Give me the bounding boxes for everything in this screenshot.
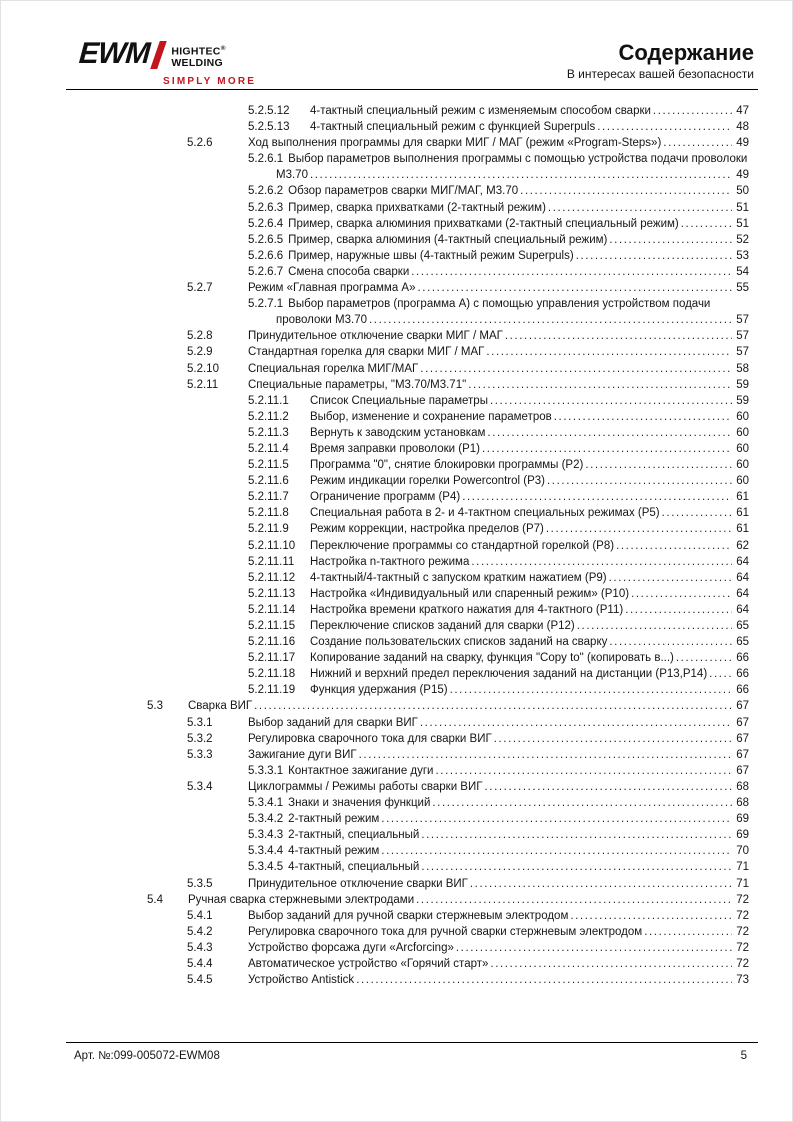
toc-title: Настройка n-тактного режима (310, 555, 470, 568)
toc-entry (68, 137, 749, 153)
logo-tagline: SIMPLY MORE (163, 76, 257, 87)
toc-page-number: 66 (736, 684, 749, 697)
toc-title: Устройство форсажа дуги «Arcforcing» (248, 941, 454, 954)
toc-title: Пример, сварка прихватками (2-тактный режим) (288, 201, 546, 214)
toc-title: Создание пользовательских списков заданий на сварку (310, 636, 608, 649)
toc-number: 5.3.3 (187, 748, 213, 761)
toc-page-number: 69 (736, 829, 749, 842)
toc-entry (68, 974, 749, 990)
toc-entry (68, 282, 749, 298)
toc-page-number: 60 (736, 459, 749, 472)
toc-entry (68, 717, 749, 733)
toc-number: 5.2.8 (187, 330, 213, 343)
toc-entry (68, 475, 749, 491)
toc-leader (462, 491, 732, 503)
toc-title: Настройка времени краткого нажатия для 4-тактного (P11) (310, 603, 624, 616)
toc-entry (68, 443, 749, 459)
toc-title: Выбор параметров выполнения программы с помощью устройства подачи проволоки (288, 153, 748, 166)
toc-entry (68, 250, 749, 266)
toc-entry (68, 363, 749, 379)
toc-leader (418, 282, 733, 294)
toc-number: 5.2.6.7 (248, 265, 284, 278)
toc-leader (421, 829, 732, 841)
toc-title: Автоматическое устройство «Горячий старт» (248, 957, 489, 970)
toc-title: Контактное зажигание дуги (288, 764, 434, 777)
toc-page-number: 64 (736, 555, 749, 568)
toc-entry (68, 861, 749, 877)
toc-number: 5.2.5.13 (248, 121, 290, 134)
toc-leader (609, 234, 732, 246)
toc-number: 5.4.2 (187, 925, 213, 938)
toc-entry (68, 121, 749, 137)
toc-number: 5.4.4 (187, 957, 213, 970)
header-logo (77, 37, 257, 87)
toc-entry (68, 556, 749, 572)
toc-number: 5.2.11.10 (248, 539, 296, 552)
toc-number: 5.3.4.4 (248, 845, 284, 858)
toc-title: Вернуть к заводским установкам (310, 426, 486, 439)
toc-title: Пример, наружные швы (4-тактный режим Superpuls) (288, 249, 574, 262)
toc-title: Принудительное отключение сварки МИГ / МАГ (248, 330, 503, 343)
toc-page-number: 48 (736, 121, 749, 134)
toc-title: Обзор параметров сварки МИГ/МАГ, М3.70 (288, 185, 519, 198)
toc-number: 5.3.4.2 (248, 813, 284, 826)
toc-number: 5.2.11.12 (248, 571, 296, 584)
toc-page-number: 57 (736, 330, 749, 343)
toc-leader (359, 749, 732, 761)
toc-title: Регулировка сварочного тока для ручной сварки стержневым электродом (248, 925, 643, 938)
toc-leader (420, 717, 732, 729)
toc-entry (68, 668, 749, 684)
toc-number: 5.3.4.3 (248, 829, 284, 842)
toc-page-number: 73 (736, 974, 749, 987)
toc-leader (597, 121, 732, 133)
toc-leader (381, 845, 732, 857)
toc-leader (546, 523, 732, 535)
toc-number: 5.2.11.8 (248, 507, 289, 520)
toc-leader (520, 185, 732, 197)
toc-entry (68, 652, 749, 668)
toc-leader (356, 974, 732, 986)
toc-entry (68, 572, 749, 588)
toc-leader (609, 572, 732, 584)
toc-page-number: 68 (736, 797, 749, 810)
toc-entry (68, 346, 749, 362)
toc-entry (68, 266, 749, 282)
toc-page-number: 60 (736, 410, 749, 423)
toc-page-number: 66 (736, 652, 749, 665)
toc-page-number: 62 (736, 539, 749, 552)
toc-title: Программа "0", снятие блокировки программы (P2) (310, 459, 584, 472)
toc-number: 5.2.6.1 (248, 153, 284, 166)
toc-entry (68, 910, 749, 926)
toc-leader (490, 958, 732, 970)
toc-page-number: 61 (736, 507, 749, 520)
toc-title: Ход выполнения программы для сварки МИГ / МАГ (режим «Program-Steps») (248, 137, 662, 150)
toc-title: Настройка «Индивидуальный или спаренный режим» (P10) (310, 587, 630, 600)
toc-page-number: 64 (736, 603, 749, 616)
toc-entry (68, 314, 749, 330)
toc-entry (68, 684, 749, 700)
toc-leader (421, 861, 732, 873)
toc-title: Режим коррекции, настройка пределов (P7) (310, 523, 544, 536)
toc-entry (68, 878, 749, 894)
toc-page-number: 70 (736, 845, 749, 858)
toc-leader (494, 733, 732, 745)
toc-leader (709, 668, 732, 680)
toc-number: 5.2.11 (187, 378, 219, 391)
toc-leader (653, 105, 732, 117)
toc-title: Выбор заданий для сварки ВИГ (248, 716, 418, 729)
page-subtitle: В интересах вашей безопасности (566, 67, 754, 81)
toc-entry (68, 604, 749, 620)
toc-leader (369, 314, 732, 326)
toc-entry (68, 781, 749, 797)
toc-entry (68, 330, 749, 346)
toc-entry (68, 395, 749, 411)
toc-leader (681, 218, 732, 230)
registered-mark: ® (220, 45, 226, 52)
toc-number: 5.3.4.5 (248, 861, 284, 874)
toc-page-number: 47 (736, 105, 749, 117)
toc-title: Знаки и значения функций (288, 797, 431, 810)
toc-number: 5.2.11.18 (248, 668, 296, 681)
toc-title: Нижний и верхний предел переключения заданий на дистанции (P13,P14) (310, 668, 708, 681)
toc-title: Ограничение программ (P4) (310, 491, 461, 504)
toc-leader (487, 427, 732, 439)
toc-page-number: 61 (736, 491, 749, 504)
toc-title: Устройство Antistick (248, 974, 355, 987)
toc-entry (68, 379, 749, 395)
toc-page-number: 72 (736, 909, 749, 922)
toc-page-number: 67 (736, 700, 749, 713)
toc-entry (68, 942, 749, 958)
toc-entry (68, 218, 749, 234)
toc-number: 5.3.4.1 (248, 797, 284, 810)
page-title: Содержание (618, 40, 754, 65)
toc-entry (68, 765, 749, 781)
toc-title: 4-тактный/4-тактный с запуском кратким нажатием (P9) (310, 571, 607, 584)
toc-title: Выбор параметров (программа А) с помощью управления устройством подачи (288, 298, 711, 311)
toc-leader (505, 330, 732, 342)
toc-title: Переключение списков заданий для сварки (P12) (310, 620, 575, 632)
toc-entry (68, 958, 749, 974)
toc-leader (547, 475, 732, 487)
toc-leader (450, 684, 732, 696)
toc-page-number: 65 (736, 636, 749, 649)
toc-title: Зажигание дуги ВИГ (248, 748, 357, 761)
toc-leader (663, 137, 732, 149)
toc-page-number: 68 (736, 780, 749, 793)
logo-brand-text (171, 41, 225, 69)
toc-number: 5.2.11.5 (248, 459, 289, 472)
toc-number: 5.4.3 (187, 941, 213, 954)
logo-brand-line2: WELDING (171, 56, 224, 69)
toc-leader (471, 556, 732, 568)
toc-leader (420, 363, 732, 375)
toc-leader (432, 797, 732, 809)
toc-title: 4-тактный, специальный (288, 861, 420, 874)
toc-leader (435, 765, 732, 777)
toc-leader (456, 942, 732, 954)
toc-entry (68, 411, 749, 427)
toc-leader (482, 443, 732, 455)
toc-page-number: 66 (736, 668, 749, 681)
toc-number: 5.2.11.11 (248, 555, 295, 568)
toc-title: Специальные параметры, "М3.70/М3.71" (248, 378, 467, 391)
toc-page-number: 72 (736, 941, 749, 954)
toc-number: 5.2.11.6 (248, 475, 289, 488)
toc-title: М3.70 (276, 169, 308, 182)
toc-entry (68, 620, 749, 636)
toc-leader (416, 894, 732, 906)
toc-number: 5.2.6.6 (248, 249, 284, 262)
toc-title: Копирование заданий на сварку, функция "Copy to" (копировать в...) (310, 652, 674, 665)
toc-title: 4-тактный режим (288, 845, 380, 858)
toc-leader (585, 459, 732, 471)
toc-leader (381, 813, 732, 825)
toc-page-number: 59 (736, 378, 749, 391)
toc-title: Принудительное отключение сварки ВИГ (248, 877, 468, 890)
toc-leader (468, 379, 732, 391)
toc-page-number: 49 (736, 169, 749, 182)
toc-number: 5.2.6.3 (248, 201, 284, 214)
toc-page-number: 59 (736, 394, 749, 407)
toc-entry (68, 829, 749, 845)
footer-article-number: Арт. №:099-005072-EWM08 (74, 1050, 220, 1062)
toc-number: 5.2.11.3 (248, 426, 289, 439)
toc-entry (68, 153, 749, 169)
toc-number: 5.2.6.4 (248, 217, 284, 230)
toc-leader (676, 652, 732, 664)
toc-page-number: 72 (736, 957, 749, 970)
toc-page-number: 51 (736, 217, 749, 230)
toc-entry (68, 588, 749, 604)
toc-title: Переключение программы со стандартной горелкой (P8) (310, 539, 615, 552)
toc-number: 5.2.11.17 (248, 652, 296, 665)
toc-entry (68, 700, 749, 716)
toc-page-number: 64 (736, 571, 749, 584)
toc-leader (570, 910, 732, 922)
toc-number: 5.3.2 (187, 732, 213, 745)
toc-page-number: 54 (736, 265, 749, 278)
toc-list (68, 105, 749, 990)
toc-entry (68, 894, 749, 910)
toc-page-number: 72 (736, 925, 749, 938)
toc-leader (644, 926, 732, 938)
toc-title: Стандартная горелка для сварки МИГ / МАГ (248, 346, 485, 359)
toc-title: Пример, сварка алюминия прихватками (2-тактный специальный режим) (288, 217, 679, 230)
toc-page-number: 67 (736, 764, 749, 777)
toc-page-number: 67 (736, 732, 749, 745)
toc-entry (68, 636, 749, 652)
toc-title: 4-тактный специальный режим с функцией Superpuls (310, 121, 596, 134)
toc-leader (254, 700, 732, 712)
header-rule (66, 89, 758, 90)
toc-leader (490, 395, 732, 407)
toc-page-number: 69 (736, 813, 749, 826)
toc-leader (576, 250, 732, 262)
toc-number: 5.2.11.4 (248, 442, 289, 455)
toc-entry (68, 845, 749, 861)
toc-entry (68, 427, 749, 443)
toc-page-number: 67 (736, 716, 749, 729)
toc-number: 5.2.11.2 (248, 410, 289, 423)
toc-leader (310, 169, 732, 181)
toc-page-number: 72 (736, 893, 749, 906)
toc-number: 5.2.11.13 (248, 587, 296, 600)
toc-leader (662, 507, 732, 519)
toc-title: Выбор заданий для ручной сварки стержневым электродом (248, 909, 569, 922)
toc-leader (631, 588, 732, 600)
toc-leader (609, 636, 732, 648)
toc-entry (68, 491, 749, 507)
toc-page-number: 50 (736, 185, 749, 198)
toc-number: 5.2.11.15 (248, 620, 296, 632)
toc-entry (68, 185, 749, 201)
toc-title: Специальная горелка МИГ/МАГ (248, 362, 419, 375)
toc-number: 5.2.9 (187, 346, 213, 359)
logo-brand-line1: HIGHTEC (171, 45, 221, 58)
logo-slash-icon (151, 41, 168, 69)
toc-entry (68, 733, 749, 749)
toc-number: 5.3.4 (187, 780, 213, 793)
toc-entry (68, 926, 749, 942)
toc-page-number: 57 (736, 346, 749, 359)
toc-entry (68, 105, 749, 121)
toc-title: Ручная сварка стержневыми электродами (188, 893, 415, 906)
toc-page-number: 57 (736, 314, 749, 327)
toc-title: Специальная работа в 2- и 4-тактном специальных режимах (P5) (310, 507, 660, 520)
toc-number: 5.4.5 (187, 974, 213, 987)
toc-number: 5.4 (147, 893, 163, 906)
toc-number: 5.2.5.12 (248, 105, 290, 117)
toc-title: 2-тактный режим (288, 813, 380, 826)
toc-number: 5.2.6.5 (248, 233, 284, 246)
toc-number: 5.2.11.9 (248, 523, 289, 536)
toc-title: 4-тактный специальный режим с изменяемым способом сварки (310, 105, 651, 117)
toc-entry (68, 540, 749, 556)
toc-title: Пример, сварка алюминия (4-тактный специальный режим) (288, 233, 608, 246)
toc-entry (68, 234, 749, 250)
toc-title: Режим «Главная программа А» (248, 282, 416, 295)
toc-page-number: 51 (736, 201, 749, 214)
toc-leader (486, 346, 732, 358)
toc-number: 5.4.1 (187, 909, 213, 922)
toc-entry (68, 797, 749, 813)
toc-number: 5.2.7 (187, 282, 213, 295)
toc-title: Список Специальные параметры (310, 394, 488, 407)
toc-page-number: 67 (736, 748, 749, 761)
toc-page-number: 60 (736, 426, 749, 439)
toc-title: Циклограммы / Режимы работы сварки ВИГ (248, 780, 483, 793)
toc-page-number: 58 (736, 362, 749, 375)
toc-title: 2-тактный, специальный (288, 829, 420, 842)
toc-entry (68, 202, 749, 218)
toc-entry (68, 523, 749, 539)
toc-page-number: 52 (736, 233, 749, 246)
toc-entry (68, 459, 749, 475)
toc-number: 5.2.11.16 (248, 636, 296, 649)
toc-entry (68, 169, 749, 185)
toc-title: Время заправки проволоки (P1) (310, 442, 480, 455)
toc-entry (68, 813, 749, 829)
toc-entry (68, 749, 749, 765)
footer-page-number: 5 (740, 1050, 747, 1062)
toc-leader (548, 202, 732, 214)
toc-title: Выбор, изменение и сохранение параметров (310, 410, 552, 423)
toc-number: 5.2.6 (187, 137, 213, 150)
toc-number: 5.2.10 (187, 362, 219, 375)
toc-leader (411, 266, 732, 278)
toc-title: проволоки М3.70 (276, 314, 367, 327)
toc-leader (577, 620, 732, 632)
toc-title: Функция удержания (P15) (310, 684, 448, 697)
header-title-block (567, 41, 754, 81)
toc-title: Регулировка сварочного тока для сварки ВИГ (248, 732, 492, 745)
toc-number: 5.3.3.1 (248, 764, 284, 777)
toc-number: 5.3.1 (187, 716, 213, 729)
toc-page-number: 60 (736, 475, 749, 488)
toc-page-number: 71 (736, 877, 749, 890)
toc-page-number: 61 (736, 523, 749, 536)
toc-number: 5.2.11.7 (248, 491, 289, 504)
toc-entry (68, 507, 749, 523)
toc-leader (470, 878, 732, 890)
toc-page-number: 53 (736, 249, 749, 262)
toc-leader (484, 781, 732, 793)
toc-number: 5.2.11.14 (248, 603, 296, 616)
footer-rule (66, 1042, 758, 1043)
toc-entry (68, 298, 749, 314)
toc-number: 5.2.11.1 (248, 394, 289, 407)
toc-page-number: 49 (736, 137, 749, 150)
toc-page-number: 60 (736, 442, 749, 455)
toc-title: Режим индикации горелки Powercontrol (P3) (310, 475, 546, 488)
toc-title: Смена способа сварки (288, 265, 410, 278)
toc-number: 5.2.11.19 (248, 684, 296, 697)
toc-page-number: 64 (736, 587, 749, 600)
toc-number: 5.2.7.1 (248, 298, 284, 311)
toc-leader (625, 604, 732, 616)
toc-number: 5.3.5 (187, 877, 213, 890)
toc-title: Сварка ВИГ (188, 700, 253, 713)
toc-page-number: 65 (736, 620, 749, 632)
ewm-wordmark: EWM (77, 37, 151, 70)
toc-number: 5.2.6.2 (248, 185, 284, 198)
toc-leader (616, 540, 732, 552)
toc-page-number: 71 (736, 861, 749, 874)
toc-page-number: 55 (736, 282, 749, 295)
toc-leader (554, 411, 732, 423)
toc-number: 5.3 (147, 700, 163, 713)
